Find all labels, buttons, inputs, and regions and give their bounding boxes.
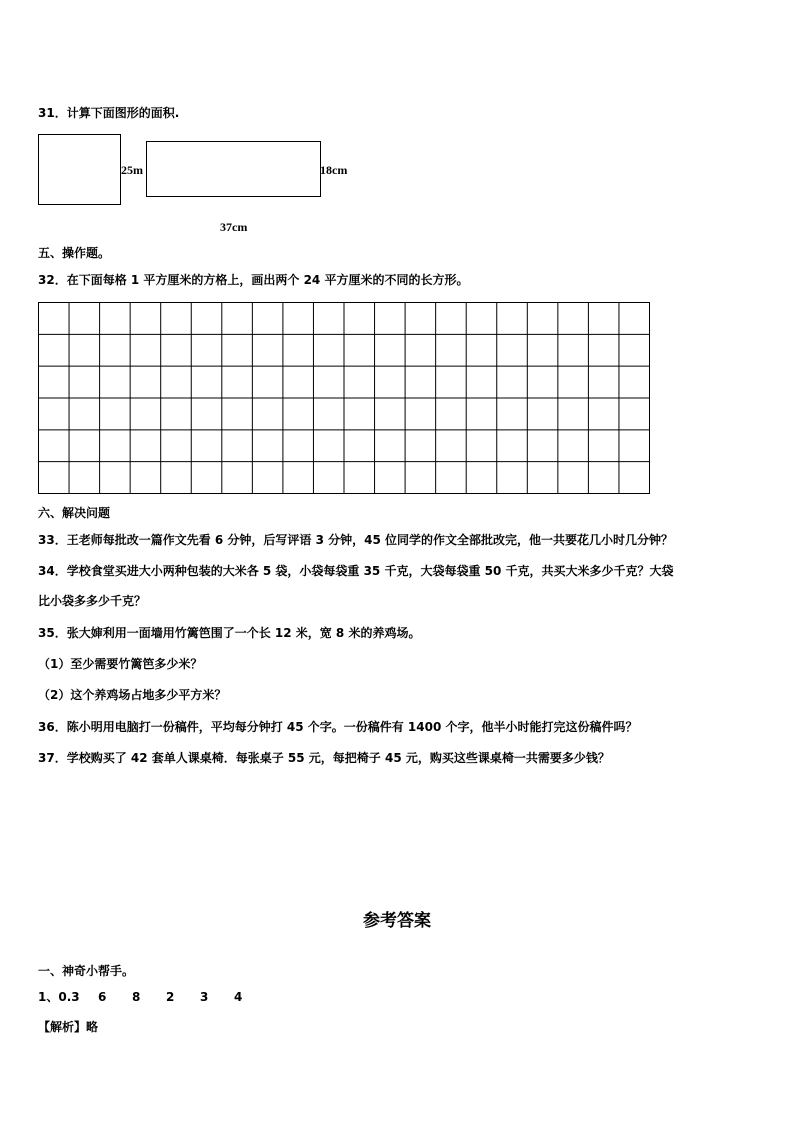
square-figure bbox=[38, 134, 121, 205]
square-grid[interactable] bbox=[38, 302, 650, 494]
q37-text: 37．学校购买了 42 套单人课桌椅．每张桌子 55 元，每把椅子 45 元，购买这些课桌椅一共需要多少钱？ bbox=[38, 751, 610, 765]
section-5-title: 五、操作题。 bbox=[38, 246, 111, 260]
answer-item: 4 bbox=[234, 990, 243, 1004]
rectangle-width-label: 37cm bbox=[220, 220, 248, 234]
grid-svg bbox=[38, 302, 650, 494]
q36-text: 36．陈小明用电脑打一份稿件，平均每分钟打 45 个字。一份稿件有 1400 个字，他半小时能打完这份稿件吗？ bbox=[38, 720, 638, 734]
answer-item: 8 bbox=[132, 990, 141, 1004]
answers-analysis: 【解析】略 bbox=[38, 1020, 99, 1034]
answers-section-1: 一、神奇小帮手。 bbox=[38, 964, 135, 978]
square-side-label: 25m bbox=[121, 163, 143, 177]
q33-text: 33．王老师每批改一篇作文先看 6 分钟，后写评语 3 分钟，45 位同学的作文全部批改完，他一共要花几小时几分钟？ bbox=[38, 533, 673, 547]
answer-item: 2 bbox=[166, 990, 175, 1004]
answer-item: 6 bbox=[98, 990, 107, 1004]
rectangle-height-label: 18cm bbox=[320, 163, 348, 177]
section-6-title: 六、解决问题 bbox=[38, 506, 111, 520]
rectangle-figure bbox=[146, 141, 321, 197]
answers-title: 参考答案 bbox=[363, 911, 431, 931]
q34-line1: 34．学校食堂买进大小两种包装的大米各 5 袋，小袋每袋重 35 千克，大袋每袋重 50 千克，共买大米多少千克？大袋 bbox=[38, 564, 674, 578]
answers-row-1 bbox=[38, 989, 268, 1005]
answer-item: 1、0.3 bbox=[38, 990, 80, 1004]
q35-sub1: （1）至少需要竹篱笆多少米？ bbox=[38, 657, 203, 671]
q35-sub2: （2）这个养鸡场占地多少平方米？ bbox=[38, 688, 227, 702]
q34-line2: 比小袋多多少千克？ bbox=[38, 594, 147, 608]
q35-text: 35．张大婶利用一面墙用竹篱笆围了一个长 12 米，宽 8 米的养鸡场。 bbox=[38, 626, 421, 640]
q32-text: 32．在下面每格 1 平方厘米的方格上，画出两个 24 平方厘米的不同的长方形。 bbox=[38, 273, 469, 287]
q31-text: 31．计算下面图形的面积. bbox=[38, 106, 180, 120]
answer-item: 3 bbox=[200, 990, 209, 1004]
